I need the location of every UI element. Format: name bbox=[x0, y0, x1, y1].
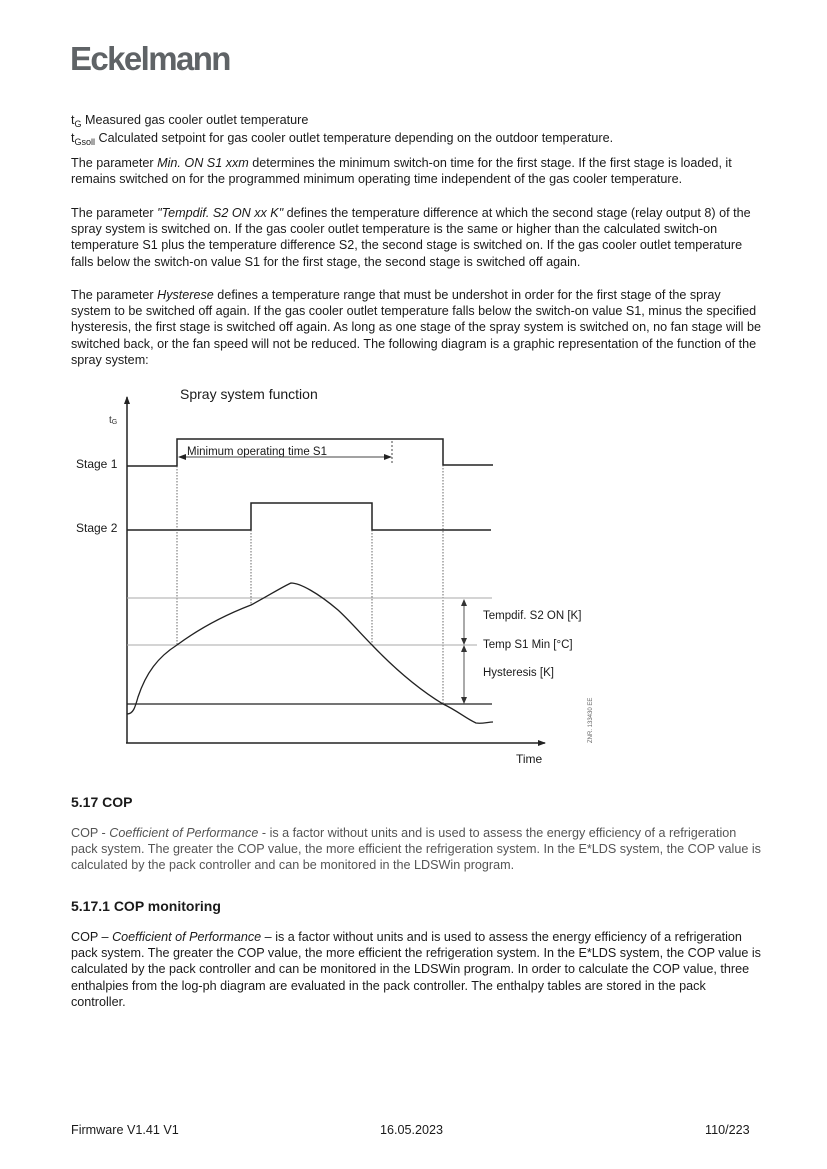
footer-date: 16.05.2023 bbox=[380, 1123, 444, 1137]
definition-tg: $t_G$ Measured gas cooler outlet temperature bbox=[71, 113, 309, 129]
spray-system-diagram bbox=[0, 375, 827, 795]
temp-s1-label: Temp S1 Min [°C] bbox=[483, 639, 573, 651]
paragraph-hysterese: The parameter Hysterese defines a temperature range that must be undershot in order for the first stage of the spray system to be switched off again. If the gas cooler outlet temperature falls below the switch-on value S1, minus the specified hysteresis, the first stage is switched off again. As long as one stage of the spray system is switched on, no fan stage will be switched back, or the fan speed will not be reduced. The following diagram is a graphic representation of the function of the spray system: bbox=[71, 288, 761, 367]
stage-2-label: Stage 2 bbox=[76, 521, 118, 535]
y-axis-label: tG bbox=[109, 415, 118, 426]
paragraph-tempdif: The parameter "Tempdif. S2 ON xx K" defines the temperature difference at which the second stage (relay output 8) of the spray system is switched on. If the gas cooler outlet temperature is the same or higher than the calculated switch-on temperature S1 plus the temperature difference S2, the second stage is switched on. If the gas cooler outlet temperature falls below the switch-on value S1 for the first stage, the second stage is switched off again. bbox=[71, 206, 751, 269]
section-5-17-1-paragraph: COP – Coefficient of Performance – is a factor without units and is used to assess the energy efficiency of a refrigeration pack system. The greater the COP value, the more efficient the refrigeration system. In the E*LDS system, the COP value is calculated by the pack controller and can be monitored in the LDSWin program. In order to calculate the COP value, three enthalpies from the log-ph diagram are evaluated in the pack controller. The enthalpy tables are stored in the pack controller. bbox=[71, 930, 761, 1009]
temperature-curve bbox=[127, 583, 493, 723]
stage-1-label: Stage 1 bbox=[76, 457, 118, 471]
footer-firmware: Firmware V1.41 V1 bbox=[71, 1123, 179, 1137]
footer-page-number: 110/223 bbox=[705, 1123, 750, 1137]
tempdif-label: Tempdif. S2 ON [K] bbox=[483, 610, 582, 622]
stage-2-signal bbox=[127, 503, 491, 530]
section-5-17-paragraph: COP - Coefficient of Performance - is a factor without units and is used to assess the energy efficiency of a refrigeration pack system. The greater the COP value, the more efficient the refrigeration system. In the E*LDS system, the COP value is calculated by the pack controller and can be monitored in the LDSWin program. bbox=[71, 826, 761, 873]
diagram-title: Spray system function bbox=[180, 386, 318, 402]
eckelmann-logo: Eckelmann bbox=[70, 40, 230, 77]
x-axis-label: Time bbox=[516, 752, 543, 766]
paragraph-min-on: The parameter Min. ON S1 xxm determines the minimum switch-on time for the first stage. If the first stage is loaded, it remains switched on for the programmed minimum operating time independent of the gas cooler temperature. bbox=[71, 156, 732, 187]
figure-id: ZNR. 133430 EE bbox=[588, 697, 594, 743]
hysteresis-label: Hysteresis [K] bbox=[483, 667, 554, 679]
min-operating-time-label: Minimum operating time S1 bbox=[187, 446, 327, 458]
section-5-17-1-heading: 5.17.1 COP monitoring bbox=[71, 898, 221, 914]
definition-tgsoll: $t_{Gsoll}$ Calculated setpoint for gas cooler outlet temperature depending on the outdoor temperature. bbox=[71, 131, 614, 147]
section-5-17-heading: 5.17 COP bbox=[71, 794, 133, 810]
